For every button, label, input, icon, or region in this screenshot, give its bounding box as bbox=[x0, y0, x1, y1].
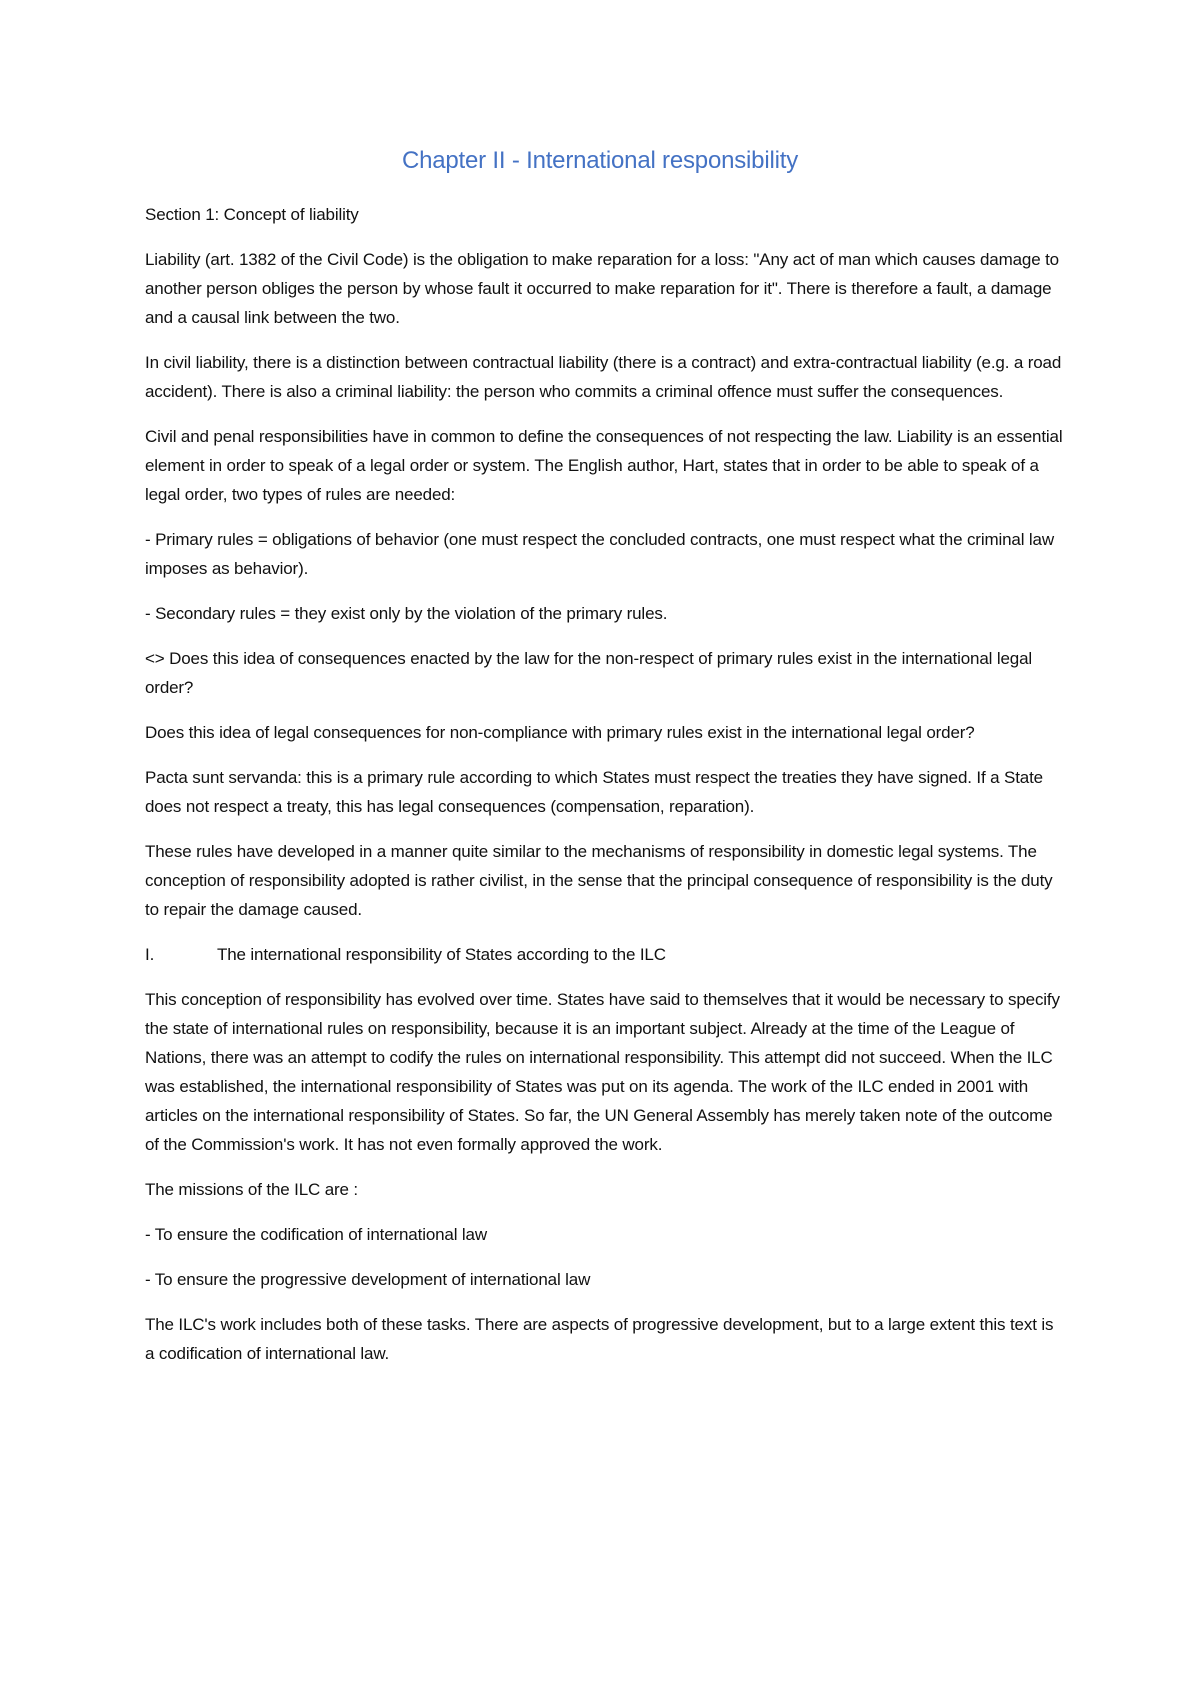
list-item-progressive-development: - To ensure the progressive development of international law bbox=[145, 1270, 591, 1289]
paragraph-question-2: Does this idea of legal consequences for non-compliance with primary rules exist in the international legal order? bbox=[145, 723, 975, 742]
document-body bbox=[145, 200, 1065, 1384]
list-item-codification: - To ensure the codification of international law bbox=[145, 1225, 487, 1244]
paragraph-liability-definition: Liability (art. 1382 of the Civil Code) is the obligation to make reparation for a loss: "Any act of man which causes damage to another person obliges the person by whose fault it occurred to make reparation for it". There is therefore a fault, a damage and a causal link between the two. bbox=[145, 250, 1059, 327]
paragraph-domestic-similarity: These rules have developed in a manner quite similar to the mechanisms of responsibility in domestic legal systems. The conception of responsibility adopted is rather civilist, in the sense that the principal consequence of responsibility is the duty to repair the damage caused. bbox=[145, 842, 1053, 919]
chapter-title: Chapter II - International responsibility bbox=[401, 147, 798, 174]
paragraph-missions-intro: The missions of the ILC are : bbox=[145, 1180, 358, 1199]
list-item-primary-rules: - Primary rules = obligations of behavior (one must respect the concluded contracts, one must respect what the criminal law imposes as behavior). bbox=[145, 530, 1054, 578]
list-item-secondary-rules: - Secondary rules = they exist only by the violation of the primary rules. bbox=[145, 604, 668, 623]
paragraph-civil-penal: Civil and penal responsibilities have in common to define the consequences of not respecting the law. Liability is an essential element in order to speak of a legal order or system. The English author, Hart, states that in order to be able to speak of a legal order, two types of rules are needed: bbox=[145, 427, 1063, 504]
paragraph-pacta-sunt-servanda: Pacta sunt servanda: this is a primary rule according to which States must respect the treaties they have signed. If a State does not respect a treaty, this has legal consequences (compensation, reparation). bbox=[145, 768, 1043, 816]
subheading-ilc bbox=[145, 940, 1065, 969]
section-heading: Section 1: Concept of liability bbox=[145, 205, 359, 224]
paragraph-civil-liability: In civil liability, there is a distinction between contractual liability (there is a contract) and extra-contractual liability (e.g. a road accident). There is also a criminal liability: the person who commits a criminal offence must suffer the consequences. bbox=[145, 353, 1062, 401]
paragraph-ilc-work: The ILC's work includes both of these tasks. There are aspects of progressive development, but to a large extent this text is a codification of international law. bbox=[145, 1315, 1054, 1363]
paragraph-question-1: <> Does this idea of consequences enacted by the law for the non-respect of primary rules exist in the international legal order? bbox=[145, 649, 1033, 697]
subheading-number: I. bbox=[145, 945, 155, 964]
subheading-text: The international responsibility of States according to the ILC bbox=[217, 945, 666, 964]
paragraph-evolution: This conception of responsibility has evolved over time. States have said to themselves that it would be necessary to specify the state of international rules on responsibility, because it is an important subject. Already at the time of the League of Nations, there was an attempt to codify the rules on international responsibility. This attempt did not succeed. When the ILC was established, the international responsibility of States was put on its agenda. The work of the ILC ended in 2001 with articles on the international responsibility of States. So far, the UN General Assembly has merely taken note of the outcome of the Commission's work. It has not even formally approved the work. bbox=[145, 990, 1060, 1154]
